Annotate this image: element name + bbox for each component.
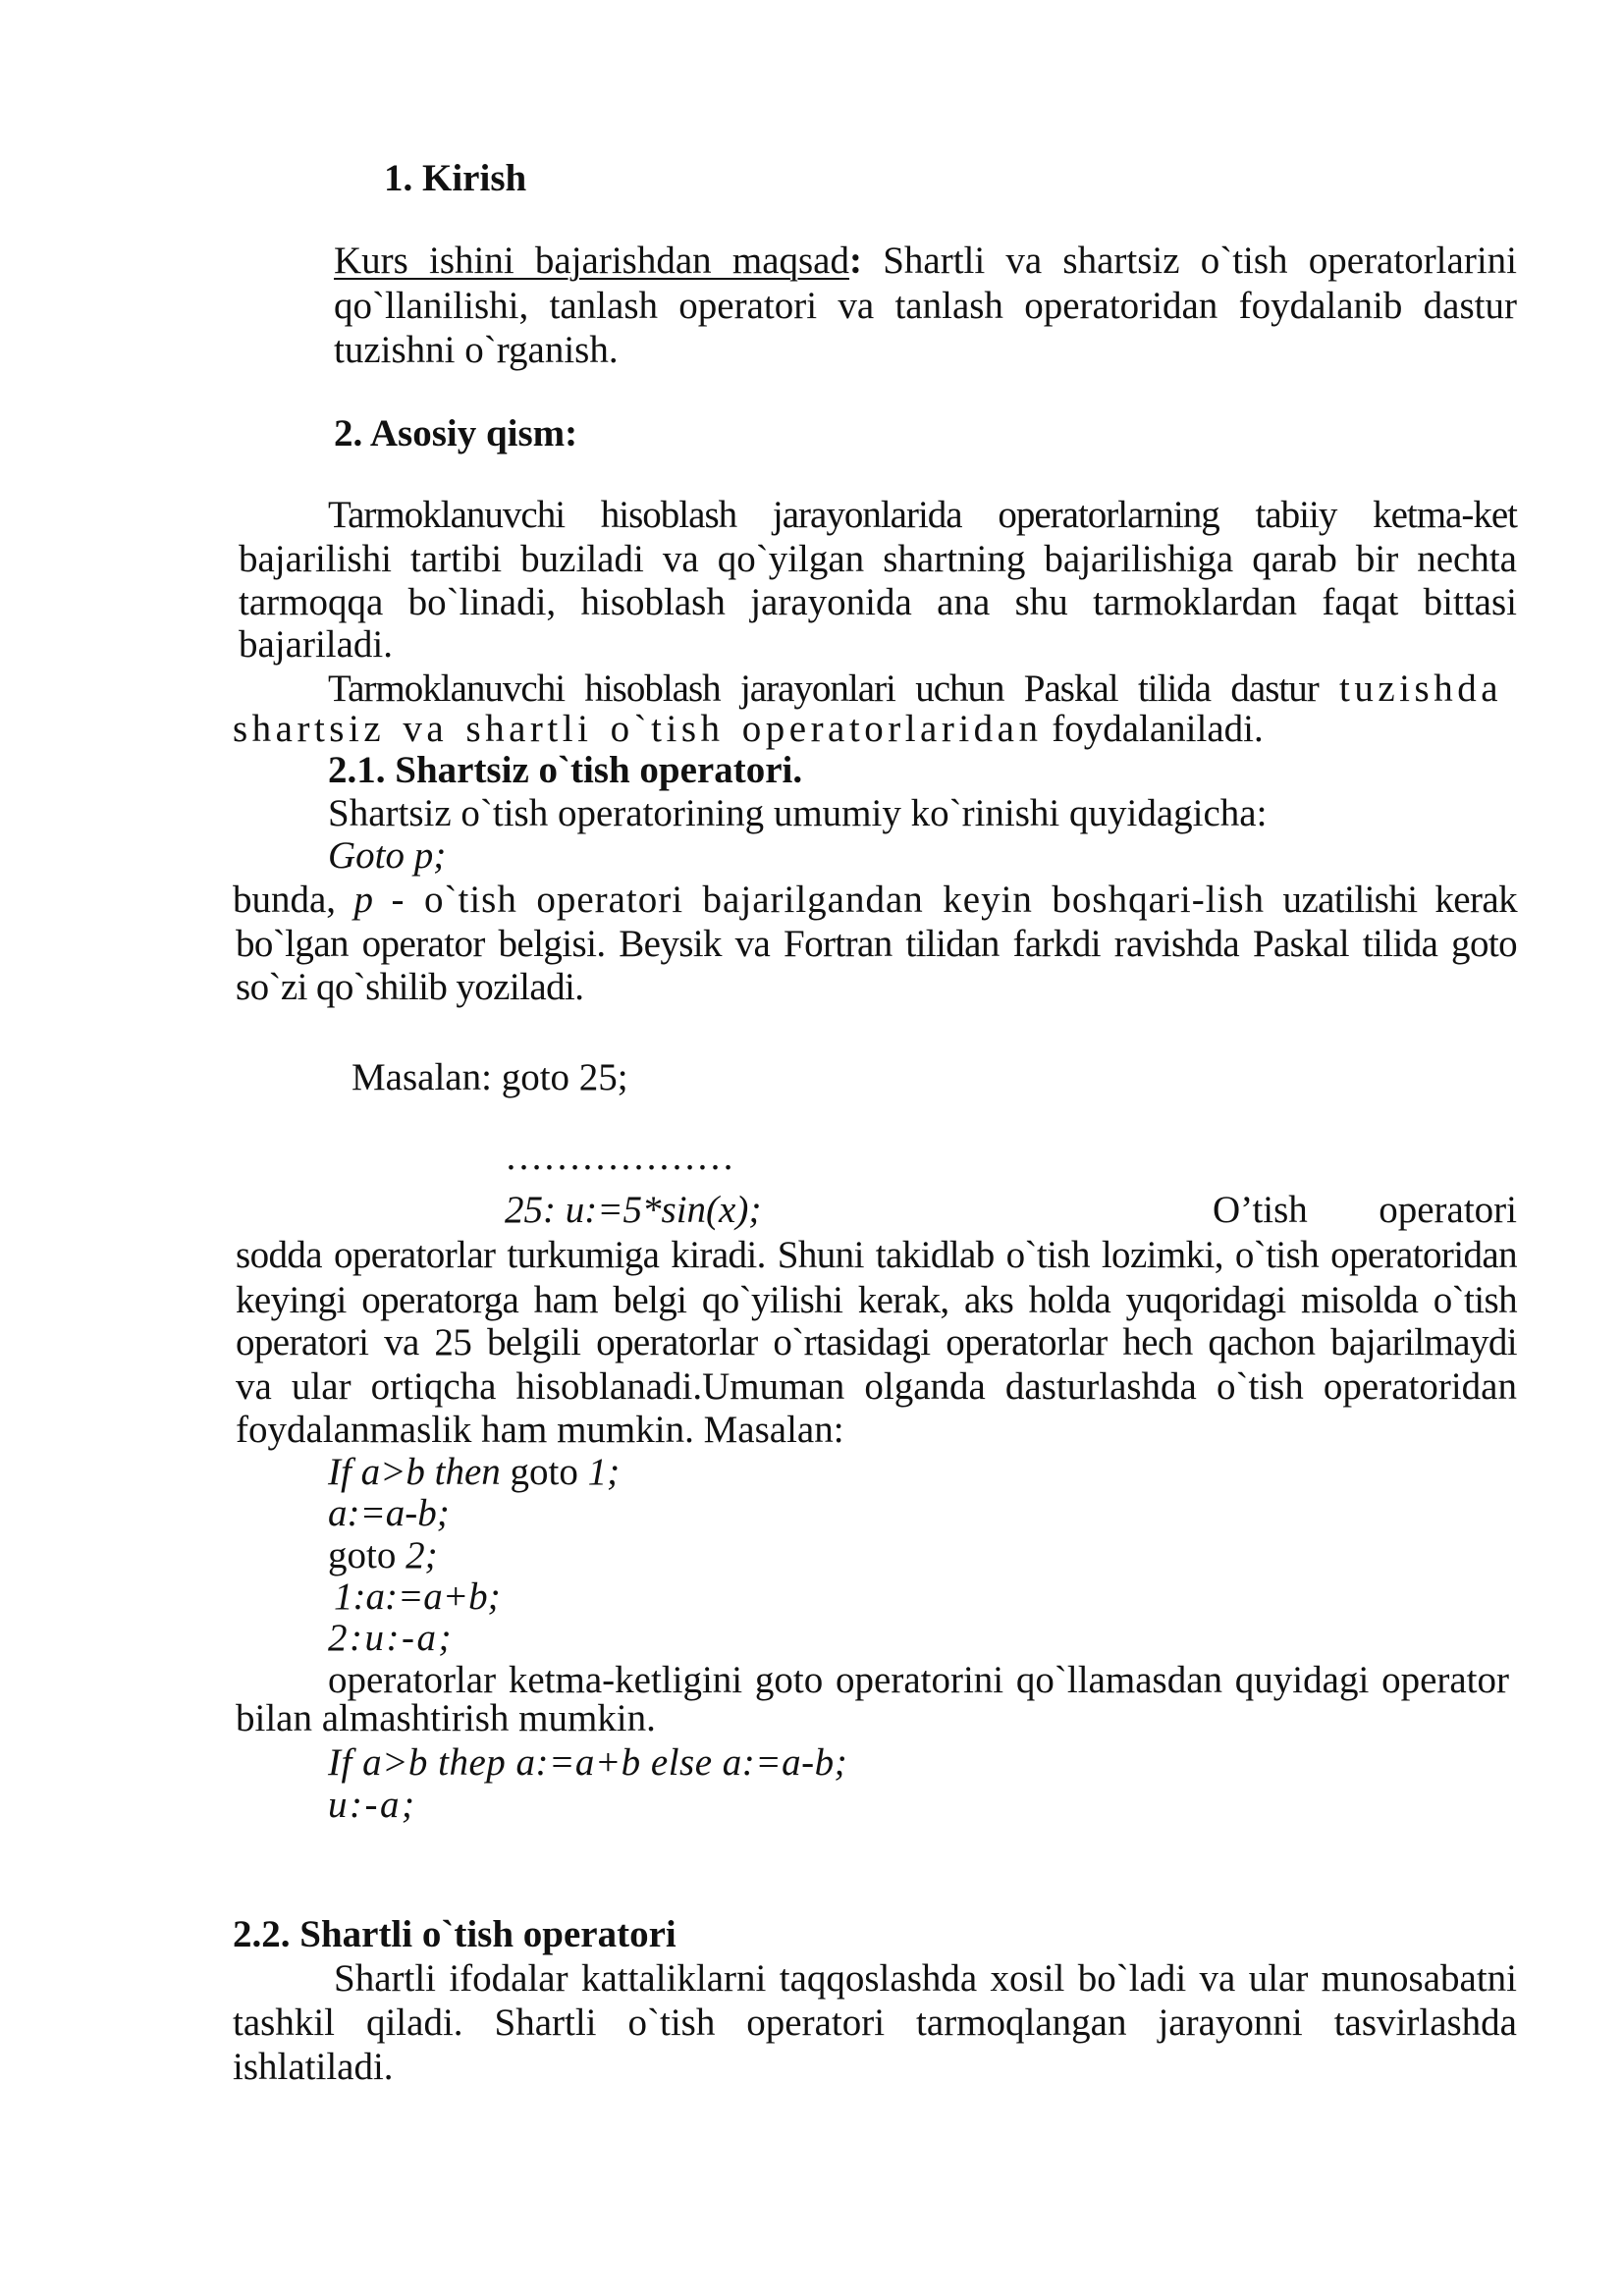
code-line: u:-a;: [328, 1784, 417, 1826]
purpose-line: [334, 239, 1517, 283]
code-line: 25: u:=5*sin(x);: [505, 1189, 762, 1231]
body-text-line: [233, 707, 1264, 751]
body-text-line: foydalanmaslik ham mumkin. Masalan:: [236, 1409, 844, 1451]
body-text-line: bajarilishi tartibi buziladi va qo`yilgan shartning bajarilishiga qarab bir nechta: [239, 538, 1517, 580]
body-text-line: Shartsiz o`tish operatorining umumiy ko`rinishi quyidagicha:: [328, 792, 1268, 834]
body-text-line: operatori va 25 belgili operatorlar o`rtasidagi operatorlar hech qachon bajarilmaydi: [236, 1321, 1517, 1363]
body-text-line: Tarmoklanuvchi hisoblash jarayonlarida operatorlarning tabiiy ketma-ket: [328, 494, 1517, 536]
body-text-line: so`zi qo`shilib yoziladi.: [236, 966, 584, 1008]
subsection-heading: 2.2. Shartli o`tish operatori: [233, 1913, 676, 1955]
code-line: [328, 1533, 438, 1577]
body-text-line: Shartli ifodalar kattaliklarni taqqoslashda xosil bo`ladi va ular munosabatni: [334, 1957, 1517, 2000]
purpose-line: qo`llanilishi, tanlash operatori va tanlash operatoridan foydalanib dastur: [334, 285, 1517, 327]
code-keyword: goto: [328, 1534, 397, 1576]
syntax-line: Goto p;: [328, 834, 447, 877]
code-line: 2:u:-a;: [328, 1617, 454, 1659]
body-text-line: O’tish operatori: [1213, 1189, 1517, 1231]
code-keyword: goto: [510, 1451, 578, 1493]
code-label: 2;: [406, 1534, 438, 1576]
code-line: 1:a:=a+b;: [334, 1575, 501, 1618]
body-text-line: sodda operatorlar turkumiga kiradi. Shuni takidlab o`tish lozimki, o`tish operatoridan: [236, 1234, 1517, 1276]
ellipsis-line: ………………: [505, 1136, 734, 1178]
body-text-line: tashkil qiladi. Shartli o`tish operatori tarmoqlangan jarayonni tasvirlashda: [233, 2002, 1517, 2044]
body-text-segment: foydalaniladi.: [1052, 708, 1264, 750]
body-text-line: tarmoqqa bo`linadi, hisoblash jarayonida ana shu tarmoklardan faqat bittasi: [239, 581, 1517, 623]
asosiy-qism-heading: 2. Asosiy qism:: [334, 412, 578, 454]
spaced-text-segment: shartsiz va shartli o`tish operatorlaridan: [233, 708, 1043, 750]
code-condition: If a>b then: [328, 1451, 501, 1493]
body-text-line: [233, 878, 1517, 922]
purpose-line: tuzishni o`rganish.: [334, 329, 619, 371]
spaced-text-segment: - o`tish operatori bajarilgandan keyin boshqari-lish: [391, 879, 1266, 921]
kirish-heading: 1. Kirish: [384, 157, 527, 199]
body-text-line: bo`lgan operator belgisi. Beysik va Fortran tilidan farkdi ravishda Paskal tilida goto: [236, 923, 1517, 965]
body-text-line: va ular ortiqcha hisoblanadi.Umuman olganda dasturlashda o`tish operatoridan: [236, 1365, 1517, 1408]
code-line: a:=a-b;: [328, 1492, 450, 1534]
body-text-segment: bunda,: [233, 879, 337, 921]
example-label-line: Masalan: goto 25;: [352, 1056, 628, 1098]
body-text-segment: uzatilishi kerak: [1282, 879, 1518, 921]
purpose-text: Shartli va shartsiz o`tish operatorlarini: [883, 240, 1517, 282]
body-text-line: ishlatiladi.: [233, 2046, 394, 2088]
purpose-colon: :: [849, 240, 862, 282]
purpose-label: Kurs ishini bajarishdan maqsad: [334, 240, 849, 282]
spaced-text-segment: tuzishda: [1339, 667, 1502, 710]
code-line: [328, 1450, 620, 1494]
body-text-line: bajariladi.: [239, 623, 394, 666]
code-label: 1;: [587, 1451, 621, 1493]
body-text-line: keyingi operatorga ham belgi qo`yilishi kerak, aks holda yuqoridagi misolda o`tish: [236, 1279, 1517, 1321]
variable-name: p: [353, 879, 374, 921]
code-line: If a>b thep a:=a+b else a:=a-b;: [328, 1741, 848, 1784]
body-text-line: [328, 667, 1502, 711]
subsection-heading: 2.1. Shartsiz o`tish operatori.: [328, 749, 803, 791]
body-text-segment: Tarmoklanuvchi hisoblash jarayonlari uchun Paskal tilida dastur: [328, 667, 1319, 710]
body-text-line: bilan almashtirish mumkin.: [236, 1697, 656, 1739]
body-text-line: operatorlar ketma-ketligini goto operatorini qo`llamasdan quyidagi operator: [328, 1659, 1509, 1701]
